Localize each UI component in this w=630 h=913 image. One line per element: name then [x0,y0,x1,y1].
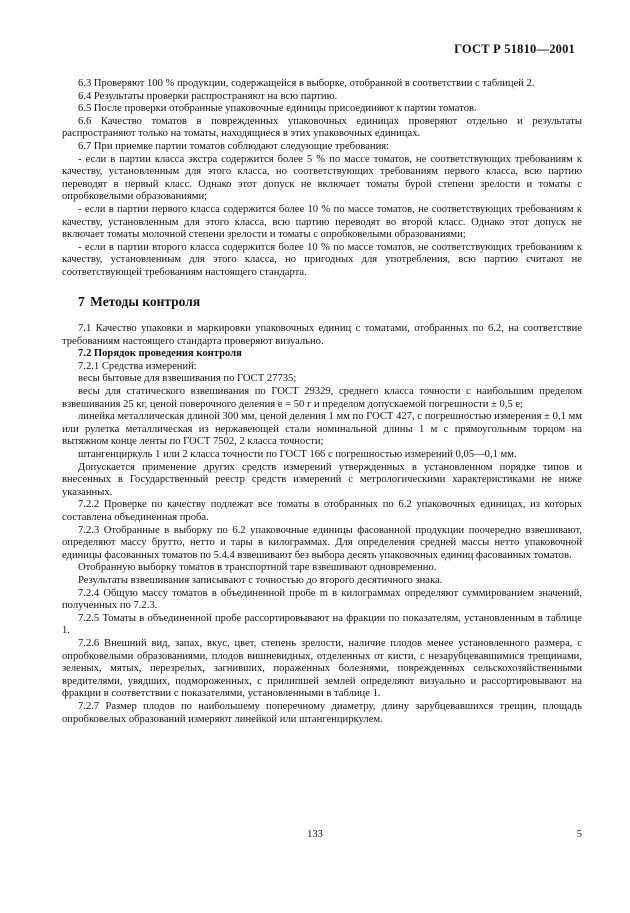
section-heading [76,293,582,309]
paragraph-7-2-5: 7.2.5 Томаты в объединенной пробе рассортировывают на фракции по показателям, установленным в таблице 1. [62,612,582,637]
requirement-first-class: - если в партии первого класса содержится более 10 % по массе томатов, не соответствующих требованиям к качеству, установленным для этого класса, всю партию переводят во второй класс. Однако этот допуск не включает томаты молочной степени зрелости и томаты с опробковелыми образованиями; [62,203,582,241]
subsection-heading-7-2: 7.2 Порядок проведения контроля [78,348,242,360]
instrument-ruler: линейка металлическая длиной 300 мм, ценой деления 1 мм по ГОСТ 427, с погрешностью измерения ± 0,1 мм или рулетка металлическая из нержавеющей стали номинальной длины 1 м с прямоугольным торцом на вытяжном конце ленты по ГОСТ 7502, 2 класса точности; [62,411,582,448]
paragraph-7-2-7: 7.2.7 Размер плодов по наибольшему поперечному диаметру, длину зарубцевавшихся трещин, площадь опробковелых образований измеряют линейкой или штангенциркулем. [62,700,582,725]
paragraph-6-4: 6.4 Результаты проверки распространяют на всю партию. [78,90,338,102]
instrument-caliper: штангенциркуль 1 или 2 класса точности по ГОСТ 166 с погрешностью измерений 0,05—0,1 мм. [78,449,517,461]
paragraph-6-5: 6.5 После проверки отобранные упаковочные единицы присоединяют к партии томатов. [78,103,477,115]
instrument-static-scales: весы для статического взвешивания по ГОСТ 29329, среднего класса точности с наибольшим пределом взвешивания 25 кг, ценой поверочного деления e = 50 г и пределом допускаемой погрешности ± 0,5 e; [62,386,582,410]
paragraph-weighing-precision: Результаты взвешивания записывают с точностью до второго десятичного знака. [78,574,443,586]
requirement-extra-class: - если в партии класса экстра содержится более 5 % по массе томатов, не соответствующих требованиям к качеству, установленным для этого класса, но соответствующих требованиям первого класса, всю партию переводят в первый класс. Однако этот допуск не включает томаты бурой степени зрелости и томаты с опробковелыми образованиями; [62,153,582,203]
paragraph-transport-weighing: Отобранную выборку томатов в транспортной таре взвешивают одновременно. [78,562,437,574]
document-header: ГОСТ Р 51810—2001 [454,42,575,56]
paragraph-7-2-3: 7.2.3 Отобранные в выборку по 6.2 упаковочные единицы фасованной продукции поочередно взвешивают, определяют массу брутто, нетто и тары в килограммах. Для определения средней массы нетто упаковочной единицы фасованных томатов по 5.4.4 взвешивают без выбора десять упаковочных единиц фасованных томатов. [62,524,582,561]
paragraph-other-instruments: Допускается применение других средств измерений утвержденных в установленном порядке типов и внесенных в Государственный реестр средств измерений с метрологическими характеристиками не ниже указанных. [62,461,582,498]
instrument-household-scales: весы бытовые для взвешивания по ГОСТ 27735; [78,373,297,385]
paragraph-7-1: 7.1 Качество упаковки и маркировки упаковочных единиц с томатами, отобранных по 6.2, на соответствие требованиям настоящего стандарта проверяют визуально. [62,323,582,347]
section-title: Методы контроля [90,293,201,309]
paragraph-7-2-2: 7.2.2 Проверке по качеству подлежат все томаты в отобранных по 6.2 упаковочных единицах, из которых составлена объединенная проба. [62,499,582,523]
paragraph-6-6: 6.6 Качество томатов в поврежденных упаковочных единицах проверяют отдельно и результаты распространяют только на томаты, находящиеся в этих упаковочных единицах. [62,115,582,140]
page-number: 133 [307,829,323,840]
paragraph-6-3: 6.3 Проверяют 100 % продукции, содержащейся в выборке, отобранной в соответствии с таблицей 2. [78,78,535,89]
paragraph-7-2-4: 7.2.4 Общую массу томатов в объединенной пробе m в килограммах определяют суммированием значений, полученных по 7.2.3. [62,587,582,612]
paragraph-7-2-6: 7.2.6 Внешний вид, запах, вкус, цвет, степень зрелости, наличие плодов менее установленного размера, с опробковелыми образованиями, плодов вишневидных, отделенных от кисти, с незарубцевавшимися трещинами, зеленых, мятых, перезрелых, загнивших, пораженных болезнями, поврежденных сельскохозяйственными вредителями, увядших, подмороженных, с прилипшей землей определяют визуально и рассортировывают на фракции в соответствии с показателями, установленными в таблице 1. [62,637,582,700]
paragraph-6-7: 6.7 При приемке партии томатов соблюдают следующие требования: [78,140,390,152]
sheet-number: 5 [576,829,582,840]
paragraph-7-2-1: 7.2.1 Средства измерений: [78,360,197,372]
section-number: 7 [78,293,85,309]
document-body [62,78,582,726]
requirement-second-class: - если в партии второго класса содержится более 10 % по массе томатов, не соответствующих требованиям к качеству, установленным для этого класса, но пригодных для употребления, всю партию считают не соответствующей требованиям настоящего стандарта. [62,241,582,278]
